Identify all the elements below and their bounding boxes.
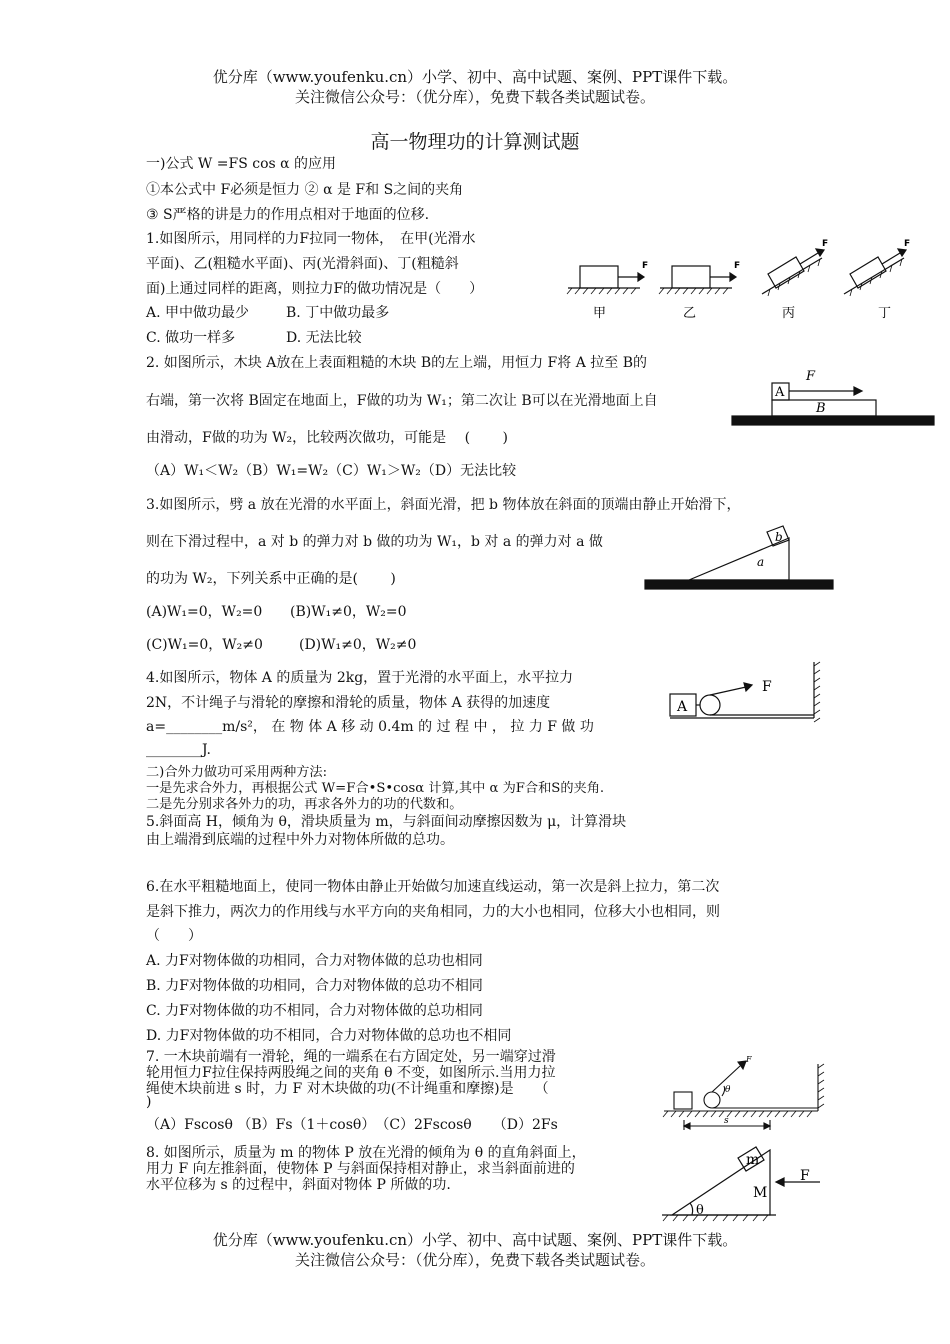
section2-method-1: 一是先求合外力，再根据公式 W=F合•S•cosα 计算,其中 α 为F合和S的夹角. xyxy=(146,781,605,796)
q8-fig-big-m: M xyxy=(753,1185,768,1201)
q1-force-label-4: F xyxy=(904,239,911,249)
q5-line-1: 5.斜面高 H，倾角为 θ，滑块质量为 m，与斜面间动摩擦因数为 μ，计算滑块 xyxy=(146,814,627,830)
q7-options: （A）Fscosθ （B）Fs（1＋cosθ） （C）2Fscosθ （D）2Fs xyxy=(146,1117,558,1133)
q3-option-b: (B)W₁≠0，W₂=0 xyxy=(290,604,407,620)
q1-fig-label-jia: 甲 xyxy=(593,306,607,321)
q1-fig-label-ding: 丁 xyxy=(878,306,892,321)
section2-heading: 二)合外力做功可采用两种方法: xyxy=(146,765,328,780)
q6-option-c: C. 力F对物体做的功不相同，合力对物体做的总功相同 xyxy=(146,1003,483,1019)
q8-fig-theta: θ xyxy=(696,1203,704,1218)
q7-line-2: 轮用恒力F拉住保持两股绳之间的夹角 θ 不变，如图所示.当用力拉 xyxy=(146,1065,556,1081)
q8-fig-f: F xyxy=(800,1168,810,1184)
q6-option-d: D. 力F对物体做的功不相同，合力对物体做的总功也不相同 xyxy=(146,1028,512,1044)
q4-figure xyxy=(668,660,828,725)
q3-figure xyxy=(645,514,835,594)
q2-figure xyxy=(732,368,937,430)
q6-line-3: （ ） xyxy=(146,928,202,944)
q1-force-label-3: F xyxy=(822,239,829,249)
section1-note-1: ①本公式中 F必须是恒力 ② α 是 F和 S之间的夹角 xyxy=(146,182,464,198)
q2-line-3: 由滑动，F做的功为 W₂，比较两次做功，可能是 ( ) xyxy=(146,430,508,446)
q1-fig-label-bing: 丙 xyxy=(782,306,796,321)
q7-figure xyxy=(662,1050,832,1130)
q4-line-3: a=________m/s²， 在 物 体 A 移 动 0.4m 的 过 程 中 ， 拉 力 F 做 功 xyxy=(146,719,594,735)
q8-line-1: 8. 如图所示，质量为 m 的物体 P 放在光滑的倾角为 θ 的直角斜面上， xyxy=(146,1145,586,1161)
q1-line-3: 面)上通过同样的距离，则拉力F的做功情况是（ ） xyxy=(146,281,484,297)
q7-fig-f: F xyxy=(746,1055,752,1064)
q1-option-a: A. 甲中做功最少 xyxy=(146,305,250,321)
q1-option-d: D. 无法比较 xyxy=(286,330,362,346)
q8-fig-m: m xyxy=(746,1152,760,1168)
q3-option-c: (C)W₁=0，W₂≠0 xyxy=(146,637,263,653)
q1-fig-label-yi: 乙 xyxy=(683,306,697,321)
q4-fig-f: F xyxy=(762,679,772,695)
q8-figure xyxy=(660,1136,830,1222)
q3-line-1: 3.如图所示，劈 a 放在光滑的水平面上，斜面光滑，把 b 物体放在斜面的顶端由静止开始滑下， xyxy=(146,497,741,513)
q3-line-3: 的功为 W₂，下列关系中正确的是( ) xyxy=(146,571,396,587)
q1-option-b: B. 丁中做功最多 xyxy=(286,305,390,321)
q1-force-label-2: F xyxy=(734,261,741,271)
footer-line-1: 优分库（www.youfenku.cn）小学、初中、高中试题、案例、PPT课件下载。 xyxy=(212,1231,738,1249)
q1-option-c: C. 做功一样多 xyxy=(146,330,236,346)
q4-fig-a: A xyxy=(677,699,688,715)
q1-force-label-1: F xyxy=(642,261,649,271)
q4-line-1: 4.如图所示，物体 A 的质量为 2kg，置于光滑的水平面上，水平拉力 xyxy=(146,670,574,686)
section2-method-2: 二是先分别求各外力的功，再求各外力的功的代数和。 xyxy=(146,797,463,812)
q1-line-2: 平面)、乙(粗糙水平面)、丙(光滑斜面)、丁(粗糙斜 xyxy=(146,256,459,272)
q3-fig-a: a xyxy=(757,555,765,569)
section1-note-2: ③ S严格的讲是力的作用点相对于地面的位移. xyxy=(146,207,430,223)
header-line-1: 优分库（www.youfenku.cn）小学、初中、高中试题、案例、PPT课件下载。 xyxy=(212,68,738,86)
q8-line-2: 用力 F 向左推斜面，使物体 P 与斜面保持相对静止，求当斜面前进的 xyxy=(146,1161,575,1177)
footer-line-2: 关注微信公众号：（优分库），免费下载各类试题试卷。 xyxy=(294,1251,655,1269)
q3-line-2: 则在下滑过程中，a 对 b 的弹力对 b 做的功为 W₁，b 对 a 的弹力对 a 做 xyxy=(146,534,603,550)
section1-heading: 一)公式 W =FS cos α 的应用 xyxy=(146,156,337,172)
q2-fig-b: B xyxy=(816,401,826,416)
q2-options: （A）W₁＜W₂（B）W₁=W₂（C）W₁＞W₂（D）无法比较 xyxy=(146,463,517,479)
page-title: 高一物理功的计算测试题 xyxy=(370,131,580,153)
header-line-2: 关注微信公众号：（优分库），免费下载各类试题试卷。 xyxy=(294,88,655,106)
q7-line-3: 绳使木块前进 s 时，力 F 对木块做的功(不计绳重和摩擦)是 （ xyxy=(146,1081,549,1097)
q4-line-4: ________J. xyxy=(146,742,211,758)
q6-option-b: B. 力F对物体做的功相同，合力对物体做的总功不相同 xyxy=(146,978,483,994)
q7-fig-theta: θ xyxy=(725,1085,731,1095)
q1-figure xyxy=(560,236,920,326)
q1-line-1: 1.如图所示，用同样的力F拉同一物体， 在甲(光滑水 xyxy=(146,231,476,247)
q2-fig-a: A xyxy=(775,385,785,400)
q6-option-a: A. 力F对物体做的功相同，合力对物体做的总功也相同 xyxy=(146,953,483,969)
q7-fig-s: s xyxy=(724,1116,729,1126)
q7-line-1: 7. 一木块前端有一滑轮，绳的一端系在右方固定处，另一端穿过滑 xyxy=(146,1049,556,1065)
q6-line-1: 6.在水平粗糙地面上，使同一物体由静止开始做匀加速直线运动，第一次是斜上拉力，第二次 xyxy=(146,879,720,895)
q4-line-2: 2N，不计绳子与滑轮的摩擦和滑轮的质量，物体 A 获得的加速度 xyxy=(146,695,551,711)
q3-option-d: (D)W₁≠0，W₂≠0 xyxy=(299,637,417,653)
q2-line-2: 右端，第一次将 B固定在地面上，F做的功为 W₁；第二次让 B可以在光滑地面上自 xyxy=(146,393,658,409)
q8-line-3: 水平位移为 s 的过程中，斜面对物体 P 所做的功. xyxy=(146,1177,451,1193)
q3-option-a: (A)W₁=0，W₂=0 xyxy=(146,604,263,620)
q2-fig-f: F xyxy=(806,369,816,384)
q3-fig-b: b xyxy=(775,530,783,544)
q2-line-1: 2. 如图所示，木块 A放在上表面粗糙的木块 B的左上端，用恒力 F将 A 拉至 B的 xyxy=(146,355,648,371)
q7-line-4: ) xyxy=(146,1094,152,1110)
q5-line-2: 由上端滑到底端的过程中外力对物体所做的总功。 xyxy=(146,832,454,848)
q6-line-2: 是斜下推力，两次力的作用线与水平方向的夹角相同，力的大小也相同，位移大小也相同，则 xyxy=(146,904,720,920)
